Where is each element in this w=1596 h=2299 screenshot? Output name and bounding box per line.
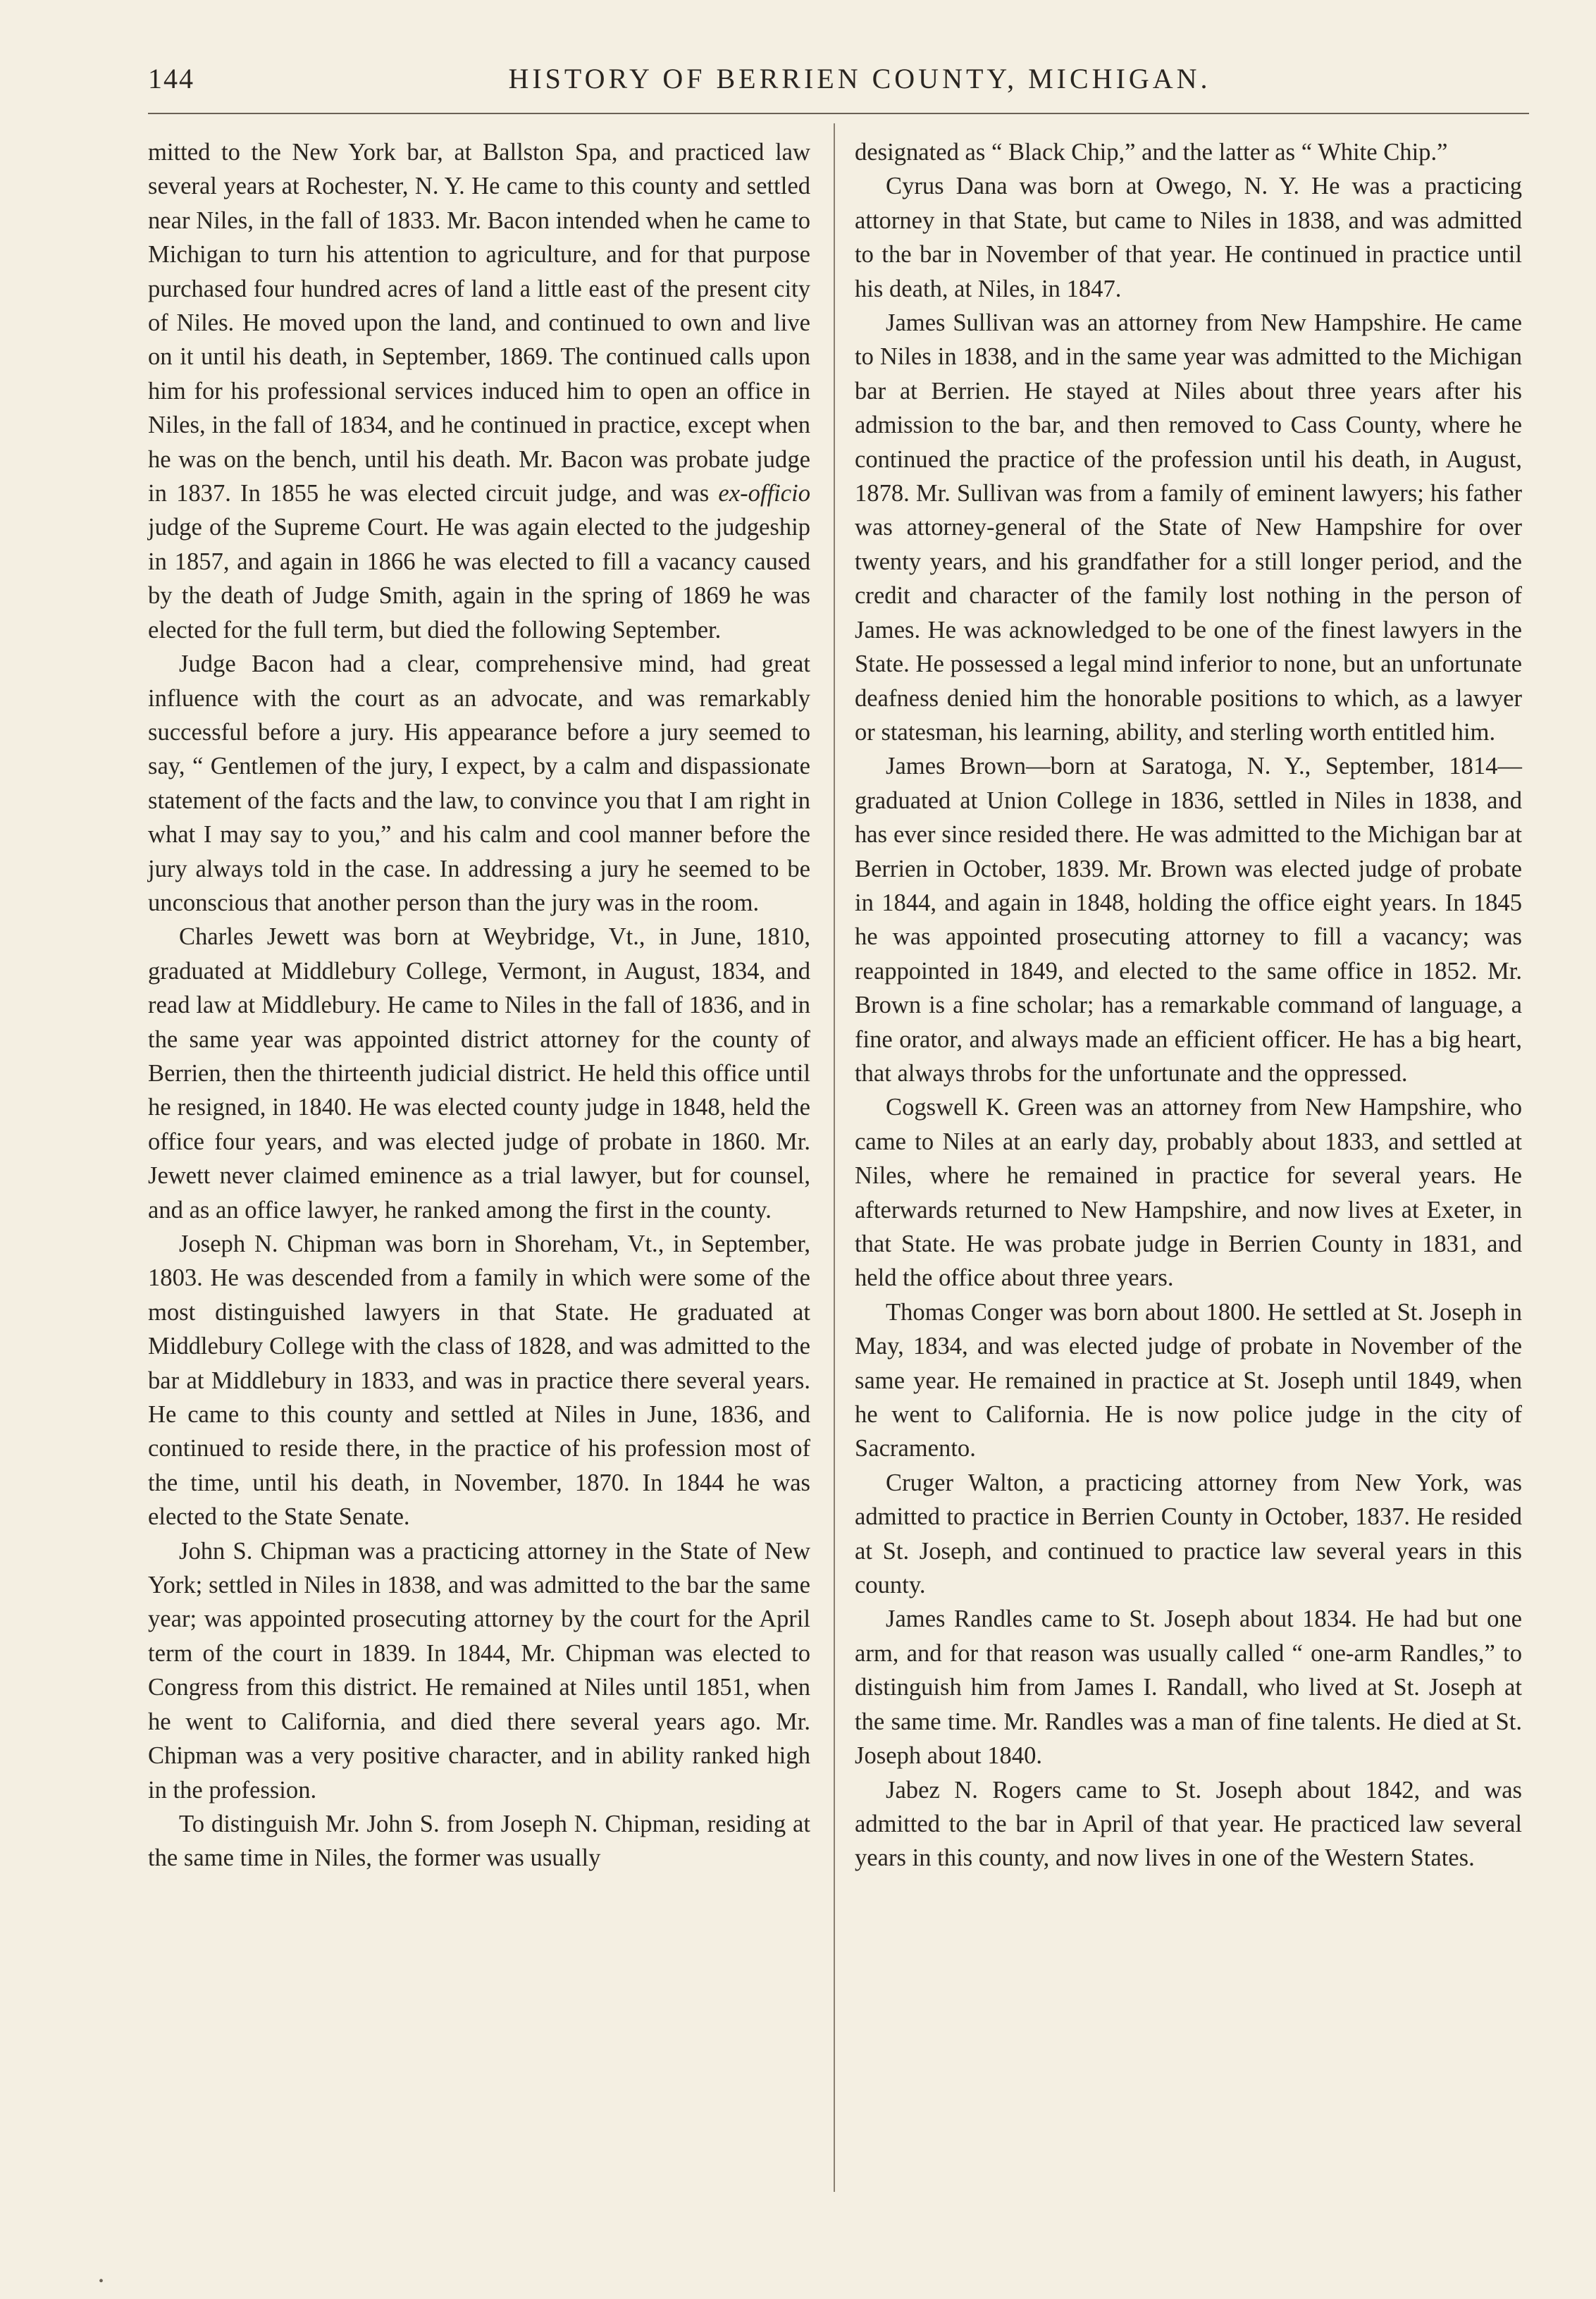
page-header <box>148 62 1529 104</box>
paragraph-judge-bacon: Judge Bacon had a clear, comprehensive mind, had great influence with the court as an advocate, and was remarkably successful before a jury. His appearance before a jury seemed to say, “ Gentlemen of the jury, I expect, by a calm and dispassionate statement of the facts and the law, to convince you that I am right in what I may say to you,” and his calm and cool manner before the jury always told in the case. In addressing a jury he seemed to be unconscious that another person than the jury was in the room. <box>148 651 810 916</box>
paragraph-john-chipman: John S. Chipman was a practicing attorney in the State of New York; settled in Niles in 1838, and was admitted to the bar the same year; was appointed prosecuting attorney by the court for the April term of the court in 1839. In 1844, Mr. Chipman was elected to Congress from this district. He remained at Niles until 1851, when he went to California, and died there several years ago. Mr. Chipman was a very positive character, and in ability ranked high in the profession. <box>148 1537 810 1804</box>
column-divider <box>834 123 835 2192</box>
paragraph-joseph-chipman: Joseph N. Chipman was born in Shoreham, Vt., in September, 1803. He was descended from a family in which were some of the most distinguished lawyers in that State. He graduated at Middlebury College with the class of 1828, and was admitted to the bar at Middlebury in 1833, and was in practice there several years. He came to this county and settled at Niles in June, 1836, and continued to reside there, in the practice of his profession most of the time, until his death, in November, 1870. In 1844 he was elected to the State Senate. <box>148 1231 810 1531</box>
left-column <box>148 135 810 1875</box>
paragraph-cogswell-green: Cogswell K. Green was an attorney from New Hampshire, who came to Niles at an early day, probably about 1833, and settled at Niles, where he remained in practice for several years. He afterwards returned to New Hampshire, and now lives at Exeter, in that State. He was probate judge in Berrien County in 1831, and held the office about three years. <box>855 1094 1522 1292</box>
running-title: HISTORY OF BERRIEN COUNTY, MICHIGAN. <box>508 63 1211 94</box>
paragraph-thomas-conger: Thomas Conger was born about 1800. He settled at St. Joseph in May, 1834, and was elected judge of probate in November of the same year. He remained in practice at St. Joseph until 1849, when he went to California. He is now police judge in the city of Sacramento. <box>855 1298 1522 1462</box>
paragraph-charles-jewett: Charles Jewett was born at Weybridge, Vt., in June, 1810, graduated at Middlebury College, Vermont, in August, 1834, and read law at Middlebury. He came to Niles in the fall of 1836, and in the same year was appointed district attorney for the county of Berrien, then the thirteenth judicial district. He held this office until he resigned, in 1840. He was elected county judge in 1848, held the office four years, and was elected judge of probate in 1860. Mr. Jewett never claimed eminence as a trial lawyer, but for counsel, and as an office lawyer, he ranked among the first in the county. <box>148 923 810 1224</box>
paragraph-james-randles: James Randles came to St. Joseph about 1834. He had but one arm, and for that reason was usually called “ one-arm Randles,” to distinguish him from James I. Randall, who lived at St. Joseph at the same time. Mr. Randles was a man of fine talents. He died at St. Joseph about 1840. <box>855 1605 1522 1770</box>
paragraph-cruger-walton: Cruger Walton, a practicing attorney from New York, was admitted to practice in Berrien County in October, 1837. He resided at St. Joseph, and continued to practice law several years in this county. <box>855 1469 1522 1599</box>
right-column <box>855 135 1522 1875</box>
paragraph-cyrus-dana: Cyrus Dana was born at Owego, N. Y. He was a practicing attorney in that State, but came to Niles in 1838, and was admitted to the bar in November of that year. He continued in practice until his death, at Niles, in 1847. <box>855 173 1522 302</box>
header-rule <box>148 113 1529 114</box>
page-number: 144 <box>148 63 194 94</box>
paragraph-james-brown: James Brown—born at Saratoga, N. Y., September, 1814—graduated at Union College in 1836, settled in Niles in 1838, and has ever since resided there. He was admitted to the Michigan bar at Berrien in October, 1839. Mr. Brown was elected judge of probate in 1844, and again in 1848, holding the office eight years. In 1845 he was appointed prosecuting attorney to fill a vacancy; was reappointed in 1849, and elected to the same office in 1852. Mr. Brown is a fine scholar; has a remarkable command of language, a fine orator, and always made an efficient officer. He has a big heart, that always throbs for the unfortunate and the oppressed. <box>855 753 1522 1087</box>
paragraph-chip-nicknames: designated as “ Black Chip,” and the latter as “ White Chip.” <box>855 139 1448 166</box>
print-speck: • <box>99 2274 104 2289</box>
paragraph-james-sullivan: James Sullivan was an attorney from New Hampshire. He came to Niles in 1838, and in the same year was admitted to the Michigan bar at Berrien. He stayed at Niles about three years after his admission to the bar, and then removed to Cass County, where he continued the practice of the profession until his death, in August, 1878. Mr. Sullivan was from a family of eminent lawyers; his father was attorney-general of the State of New Hampshire for over twenty years, and his grandfather for a still longer period, and the credit and character of the family lost nothing in the person of James. He was acknowledged to be one of the finest lawyers in the State. He possessed a legal mind inferior to none, but an unfortunate deafness denied him the honorable positions to which, as a lawyer or statesman, his learning, ability, and sterling worth entitled him. <box>855 309 1522 746</box>
paragraph-chipman-distinguish: To distinguish Mr. John S. from Joseph N. Chipman, residing at the same time in Niles, the former was usually <box>148 1810 810 1872</box>
paragraph-jabez-rogers: Jabez N. Rogers came to St. Joseph about 1842, and was admitted to the bar in April of that year. He practiced law several years in this county, and now lives in one of the Western States. <box>855 1776 1522 1872</box>
italic-term: ex-officio <box>718 480 810 507</box>
paragraph-bacon-continued: mitted to the New York bar, at Ballston Spa, and practiced law several years at Rochester, N. Y. He came to this county and settled near Niles, in the fall of 1833. Mr. Bacon intended when he came to Michigan to turn his attention to agriculture, and for that purpose purchased four hundred acres of land a little east of the present city of Niles. He moved upon the land, and continued to own and live on it until his death, in September, 1869. The continued calls upon him for his professional services induced him to open an office in Niles, in the fall of 1834, and he continued in practice, except when he was on the bench, until his death. Mr. Bacon was probate judge in 1837. In 1855 he was elected circuit judge, and was ex-officio judge of the Supreme Court. He was again elected to the judgeship in 1857, and again in 1866 he was elected to fill a vacancy caused by the death of Judge Smith, again in the spring of 1869 he was elected for the full term, but died the following September. <box>148 139 810 643</box>
